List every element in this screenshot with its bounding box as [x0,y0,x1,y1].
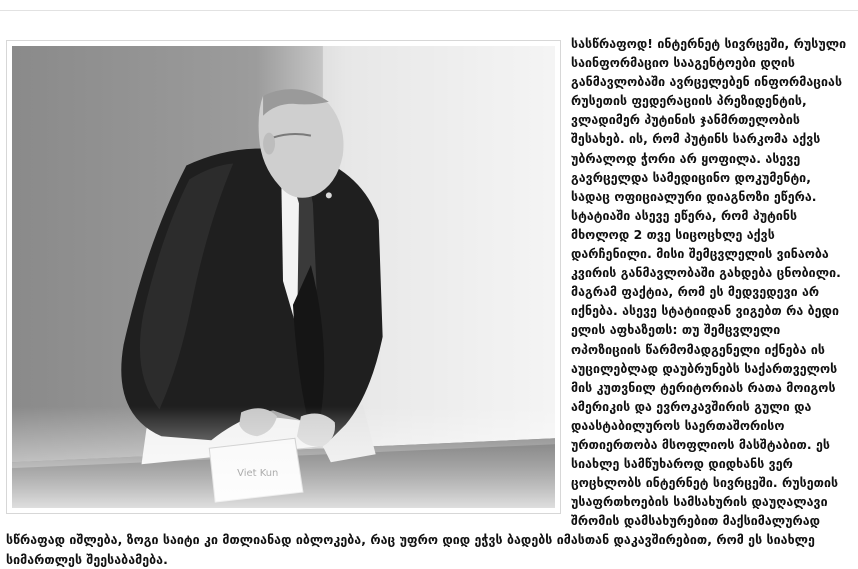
photo-illustration [12,46,555,508]
article [6,34,852,569]
top-divider [0,10,858,11]
article-photo-frame [6,40,561,514]
article-photo [12,46,555,508]
article-body: სასწრაფოდ! ინტერნეტ სივრცეში, რუსული საინფორმაციო სააგენტოები დღის განმავლობაში ავრცელებენ ინფორმაციას რუსეთის ფედერაციის პრეზიდენტის, ვლადიმერ პუტინის ჯანმრთელობის შესახებ. ის, რომ პუტინს სარკომა აქვს უბრალოდ ჭორი არ ყოფილა. ასევე გავრცელდა სამედიცინო დოკუმენტი, სადაც ოფიციალური დიაგნოზი ეწერა. სტატიაში ასევე ეწერა, რომ პუტინს მხოლოდ 2 თვე სიცოცხლე აქვს დარჩენილი. მისი შემცვლელის ვინაობა კვირის განმავლობაში გახდება ცნობილი. მაგრამ ფაქტია, რომ ეს მედვედევი არ იქნება. ასევე სტატიიდან ვიგებთ რა ბედი ელის აფხაზეთს: თუ შემცვლელი ოპოზიციის წარმომადგენელი იქნება ის აუცილებლად დაუბრუნებს საქართველოს მის კუთვნილ ტერიტორიას რათა მოიგოს ამერიკის და ევროკავშირის გული და დაასტაბილუროს საერთაშორისო ურთიერთობა მსოფლიოს მასშტაბით. ეს სიახლე სამწუხაროდ დიდხანს ვერ ცოცხლობს ინტერნეტ სივრცეში. რუსეთის უსაფრთხოების სამსახურის დაუღალავი შრომის დამსახურებით მაქსიმალურად სწრაფად იშლება, ზოგი საიტი კი მთლიანად იბლოკება, რაც უფრო დიდ ეჭვს ბადებს იმასთან დაკავშირებით, რომ ეს სიახლე სიმართლეს შეესაბამება. [6,36,847,567]
